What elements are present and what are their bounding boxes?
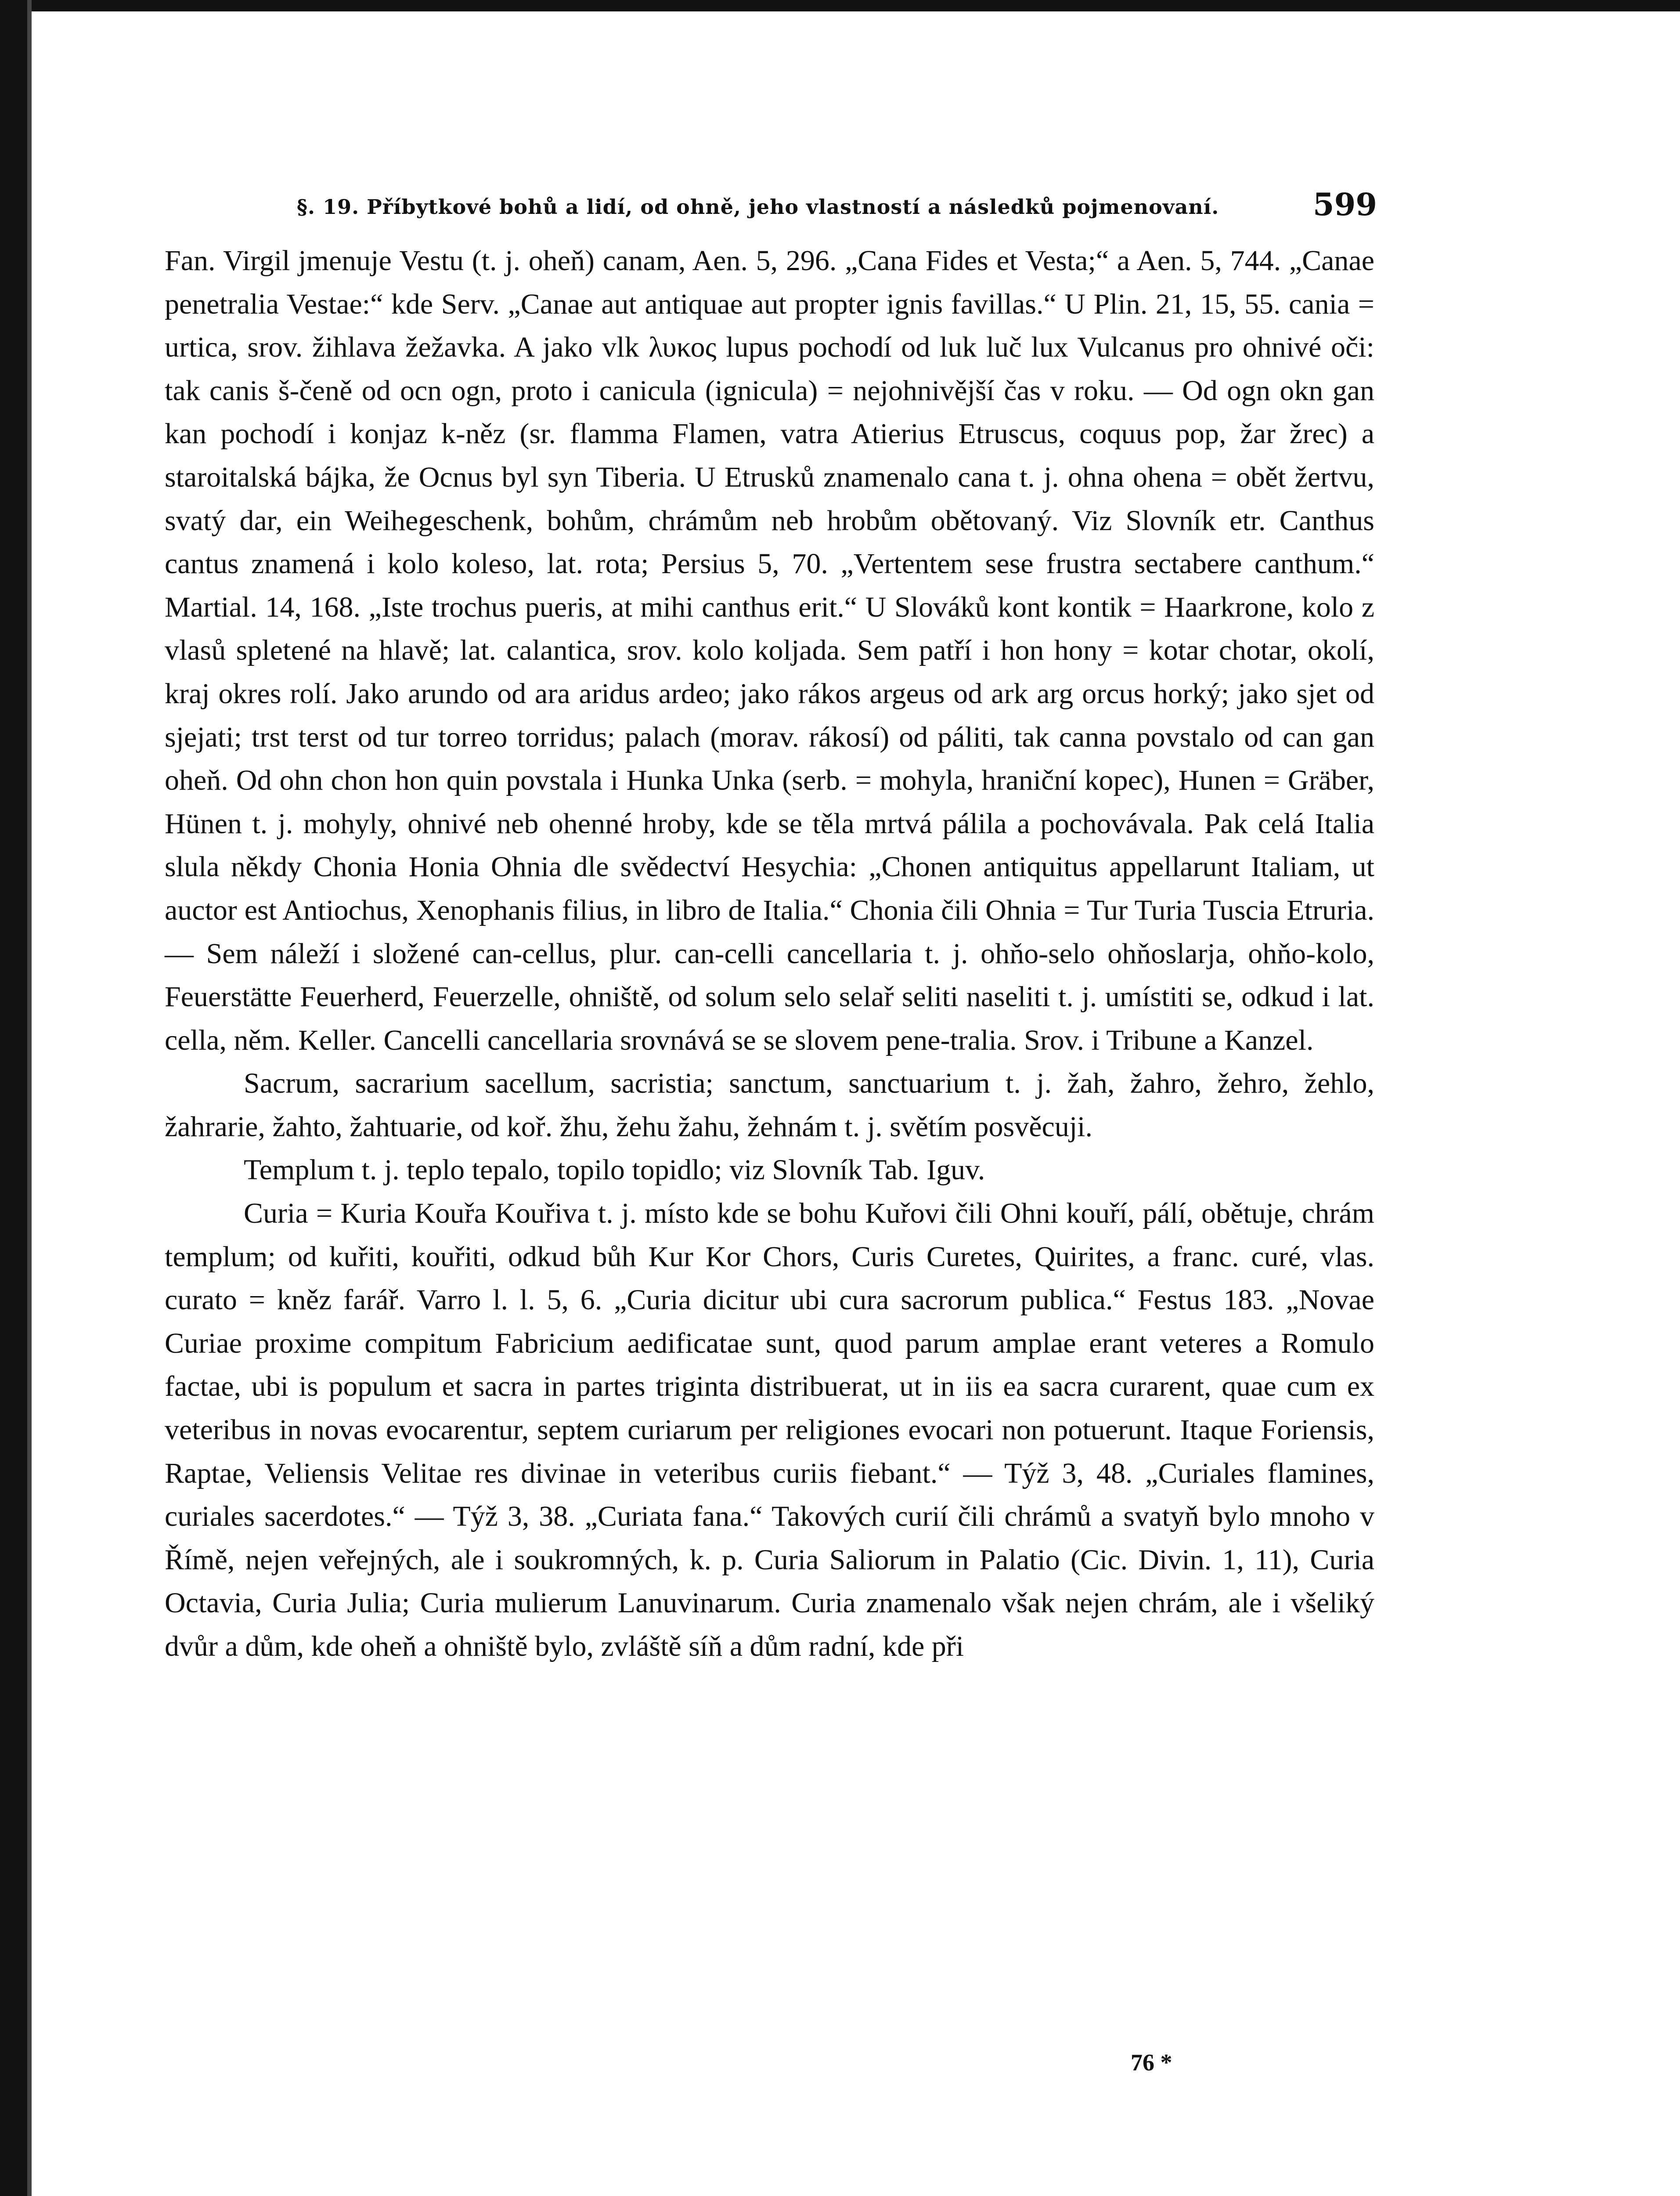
signature-mark: 76 * [1131, 2049, 1172, 2076]
paragraph: Curia = Kuria Kouřa Kouřiva t. j. místo kde se bohu Kuřovi čili Ohni kouří, pálí, obětuje, chrám templum; od kuřiti, kouřiti, odkud bůh Kur Kor Chors, Curis Curetes, Quirites, a franc. curé, vlas. curato = kněz farář. Varro l. l. 5, 6. „Curia dicitur ubi cura sacrorum publica.“ Festus 183. „Novae Curiae proxime compitum Fabricium aedificatae sunt, quod parum amplae erant veteres a Romulo factae, ubi is populum et sacra in partes triginta distribuerat, ut in iis ea sacra curarent, quae cum ex veteribus in novas evocarentur, septem curiarum per religiones evocari non potuerunt. Itaque Foriensis, Raptae, Veliensis Velitae res divinae in veteribus curiis fiebant.“ — Týž 3, 48. „Curiales flamines, curiales sacerdotes.“ — Týž 3, 38. „Curiata fana.“ Takových curií čili chrámů a svatyň bylo mnoho v Římě, nejen veřejných, ale i soukromných, k. p. Curia Saliorum in Palatio (Cic. Divin. 1, 11), Curia Octavia, Curia Julia; Curia mulierum Lanuvinarum. Curia znamenalo však nejen chrám, ale i všeliký dvůr a dům, kde oheň a ohniště bylo, zvláště síň a dům radní, kde při [165, 1197, 1374, 1662]
body-text [165, 239, 1374, 1669]
scan-edge-left-shadow [27, 0, 32, 2196]
running-head: §. 19. Příbytkové bohů a lidí, od ohně, jeho vlastností a následků pojmenovaní. [297, 195, 1219, 219]
page-header [297, 186, 1377, 235]
paragraph: Templum t. j. teplo tepalo, topilo topidlo; viz Slovník Tab. Iguv. [244, 1154, 985, 1186]
paragraph: Fan. Virgil jmenuje Vestu (t. j. oheň) canam, Aen. 5, 296. „Cana Fides et Vesta;“ a Aen. 5, 744. „Canae penetralia Vestae:“ kde Serv. „Canae aut antiquae aut propter ignis favillas.“ U Plin. 21, 15, 55. cania = urtica, srov. žihlava žežavka. A jako vlk λυκος lupus pochodí od luk luč lux Vulcanus pro ohnivé oči: tak canis š-čeně od ocn ogn, proto i canicula (ignicula) = nejohnivější čas v roku. — Od ogn okn gan kan pochodí i konjaz k-něz (sr. flamma Flamen, vatra Atierius Etruscus, coquus pop, žar žrec) a staroitalská bájka, že Ocnus byl syn Tiberia. U Etrusků znamenalo cana t. j. ohna ohena = obět žertvu, svatý dar, ein Weihegeschenk, bohům, chrámům neb hrobům obětovaný. Viz Slovník etr. Canthus cantus znamená i kolo koleso, lat. rota; Persius 5, 70. „Vertentem sese frustra sectabere canthum.“ Martial. 14, 168. „Iste trochus pueris, at mihi canthus erit.“ U Slováků kont kontik = Haarkrone, kolo z vlasů spletené na hlavě; lat. calantica, srov. kolo koljada. Sem patří i hon hony = kotar chotar, okolí, kraj okres rolí. Jako arundo od ara aridus ardeo; jako rákos argeus od ark arg orcus horký; jako sjet od sjejati; trst terst od tur torreo torridus; palach (morav. rákosí) od páliti, tak canna povstalo od can gan oheň. Od ohn chon hon quin povstala i Hunka Unka (serb. = mohyla, hraniční kopec), Hunen = Gräber, Hünen t. j. mohyly, ohnivé neb ohenné hroby, kde se těla mrtvá pálila a pochovávala. Pak celá Italia slula někdy Chonia Honia Ohnia dle svědectví Hesychia: „Chonen antiquitus appellarunt Italiam, ut auctor est Antiochus, Xenophanis filius, in libro de Italia.“ Chonia čili Ohnia = Tur Turia Tuscia Etruria. — Sem náleží i složené can-cellus, plur. can-celli cancellaria t. j. ohňo-selo ohňoslarja, ohňo-kolo, Feuerstätte Feuerherd, Feuerzelle, ohniště, od solum selo selař seliti naseliti t. j. umístiti se, odkud i lat. cella, něm. Keller. Cancelli cancellaria srovnává se se slovem pene-tralia. Srov. i Tribune a Kanzel. [165, 245, 1374, 1056]
scan-edge-left [0, 0, 27, 2196]
paragraph: Sacrum, sacrarium sacellum, sacristia; sanctum, sanctuarium t. j. žah, žahro, žehro, žehlo, žahrarie, žahto, žahtuarie, od koř. žhu, žehu žahu, žehnám t. j. světím posvěcuji. [165, 1067, 1374, 1143]
page-number: 599 [1312, 186, 1377, 223]
scan-edge-top [0, 0, 1680, 11]
